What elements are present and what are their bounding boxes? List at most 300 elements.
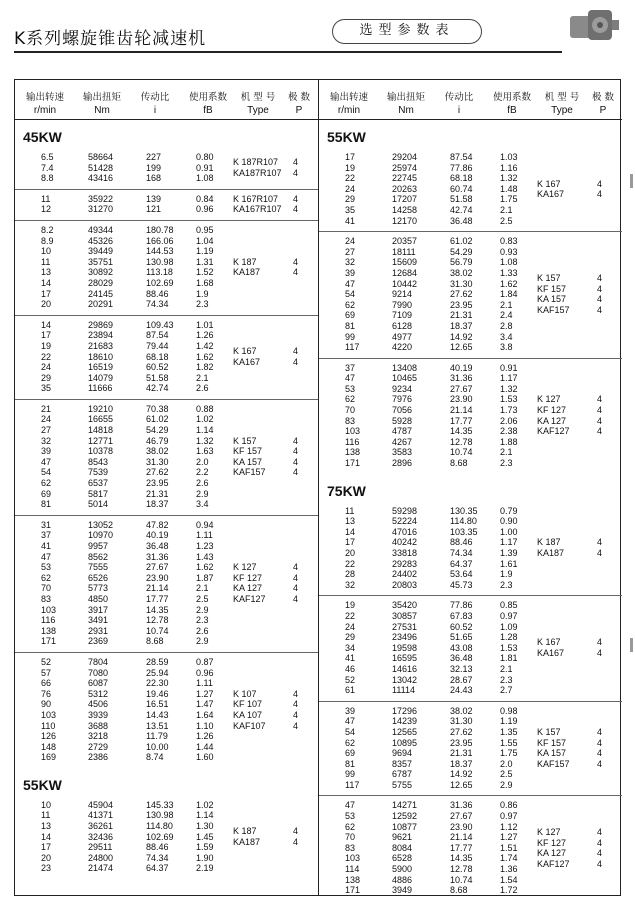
ratio-cell: 68.18 <box>450 173 473 184</box>
header-factor-unit: fB <box>507 105 517 116</box>
factor-cell: 1.08 <box>196 173 214 184</box>
ratio-cell: 14.43 <box>146 709 169 720</box>
torque-cell: 30892 <box>88 267 114 278</box>
pole-list <box>293 562 298 604</box>
header-speed-unit: r/min <box>337 105 361 116</box>
table-row <box>15 267 318 278</box>
model-list <box>233 826 260 847</box>
table-row <box>15 446 318 457</box>
torque-cell: 2896 <box>392 458 413 469</box>
torque-cell: 36261 <box>88 821 114 832</box>
factor-cell: 3.8 <box>500 342 513 353</box>
speed-cell: 29 <box>345 632 356 643</box>
factor-cell: 2.1 <box>500 447 513 458</box>
model-type: KA167 <box>233 356 261 367</box>
torque-cell: 7555 <box>88 562 109 573</box>
ratio-cell: 21.14 <box>450 405 473 416</box>
speed-cell: 41 <box>345 653 356 664</box>
pole-count: 4 <box>293 167 299 178</box>
model-type: KA 157 <box>233 456 263 467</box>
model-type: K 127 <box>233 562 257 573</box>
torque-cell: 45326 <box>88 235 114 246</box>
speed-cell: 138 <box>41 625 57 636</box>
torque-cell: 17207 <box>392 194 418 205</box>
table-row <box>319 342 622 353</box>
factor-cell: 1.47 <box>196 699 214 710</box>
model-type: KF 157 <box>537 283 567 294</box>
factor-cell: 2.0 <box>500 758 513 769</box>
ratio-cell: 10.74 <box>146 625 169 636</box>
model-list <box>233 346 260 367</box>
model-group <box>15 316 318 400</box>
table-row <box>319 675 622 686</box>
ratio-cell: 31.30 <box>450 716 473 727</box>
speed-cell: 39 <box>345 705 356 716</box>
speed-cell: 117 <box>345 779 360 790</box>
torque-cell: 12592 <box>392 811 418 822</box>
ratio-cell: 21.31 <box>146 488 169 499</box>
torque-cell: 52224 <box>392 516 418 527</box>
header-poles: 极 数 <box>287 92 311 103</box>
torque-cell: 4886 <box>392 874 413 885</box>
table-row <box>319 664 622 675</box>
speed-cell: 14 <box>41 319 52 330</box>
ratio-cell: 102.69 <box>146 831 174 842</box>
model-list <box>537 179 564 200</box>
torque-cell: 29869 <box>88 319 114 330</box>
torque-cell: 16595 <box>392 653 418 664</box>
torque-cell: 23894 <box>88 330 114 341</box>
speed-cell: 17 <box>41 330 52 341</box>
factor-cell: 1.08 <box>500 257 518 268</box>
pole-count: 4 <box>293 593 299 604</box>
factor-cell: 1.19 <box>500 716 518 727</box>
speed-cell: 11 <box>41 193 51 204</box>
header-factor: 使用系数 <box>492 92 532 103</box>
ratio-cell: 17.77 <box>450 842 473 853</box>
ratio-cell: 12.78 <box>146 615 169 626</box>
model-list <box>537 537 564 558</box>
table-row <box>319 516 622 527</box>
ratio-cell: 61.02 <box>146 414 169 425</box>
pole-count: 4 <box>597 294 603 305</box>
pole-list <box>597 637 602 658</box>
speed-cell: 29 <box>41 372 52 383</box>
speed-cell: 62 <box>41 478 52 489</box>
factor-cell: 1.31 <box>196 256 214 267</box>
speed-cell: 53 <box>345 383 356 394</box>
torque-cell: 8562 <box>88 551 109 562</box>
header-speed: 输出转速 <box>329 92 369 103</box>
table-row <box>15 236 318 247</box>
speed-cell: 126 <box>41 731 57 742</box>
torque-cell: 35922 <box>88 193 114 204</box>
model-type: KAF127 <box>233 593 266 604</box>
model-group <box>15 796 318 879</box>
ratio-cell: 60.52 <box>146 362 169 373</box>
pole-count: 4 <box>293 836 299 847</box>
torque-cell: 30857 <box>392 610 418 621</box>
factor-cell: 1.48 <box>500 183 518 194</box>
factor-cell: 1.14 <box>196 810 214 821</box>
ratio-cell: 8.74 <box>146 752 164 763</box>
ratio-cell: 27.67 <box>450 383 473 394</box>
torque-cell: 3688 <box>88 720 109 731</box>
pole-count: 4 <box>293 583 299 594</box>
pole-count: 4 <box>597 548 603 559</box>
speed-cell: 47 <box>345 716 356 727</box>
ratio-cell: 68.18 <box>146 351 169 362</box>
torque-cell: 2931 <box>88 625 109 636</box>
speed-cell: 99 <box>345 331 356 342</box>
ratio-cell: 64.37 <box>450 558 473 569</box>
factor-cell: 1.04 <box>196 235 214 246</box>
table-row <box>319 622 622 633</box>
factor-cell: 1.73 <box>500 405 518 416</box>
pole-list <box>597 394 602 436</box>
torque-cell: 20803 <box>392 579 418 590</box>
table-row <box>15 383 318 394</box>
table-row <box>319 173 622 184</box>
torque-cell: 3949 <box>392 885 413 896</box>
ratio-cell: 77.86 <box>450 600 473 611</box>
torque-cell: 12771 <box>88 435 114 446</box>
header-torque-unit: Nm <box>398 105 414 116</box>
ratio-cell: 113.18 <box>146 267 173 278</box>
table-row <box>319 321 622 332</box>
ratio-cell: 79.44 <box>146 340 169 351</box>
torque-cell: 9621 <box>392 832 413 843</box>
pole-count: 4 <box>597 415 603 426</box>
speed-cell: 24 <box>345 183 356 194</box>
table-row <box>319 685 622 696</box>
model-list <box>537 637 564 658</box>
ratio-cell: 28.59 <box>146 656 169 667</box>
factor-cell: 1.87 <box>196 572 214 583</box>
model-group <box>15 221 318 316</box>
model-group <box>319 796 622 900</box>
speed-cell: 83 <box>345 842 356 853</box>
ratio-cell: 139 <box>146 193 162 204</box>
model-type: K 127 <box>537 394 561 405</box>
factor-cell: 2.5 <box>196 593 209 604</box>
pole-count: 4 <box>293 256 299 267</box>
speed-cell: 103 <box>41 604 57 615</box>
ratio-cell: 23.95 <box>146 478 169 489</box>
torque-cell: 4267 <box>392 436 413 447</box>
header-poles-unit: P <box>599 105 607 116</box>
table-row <box>319 800 622 811</box>
factor-cell: 1.23 <box>196 541 214 551</box>
speed-cell: 70 <box>41 583 52 594</box>
pole-count: 4 <box>293 356 299 367</box>
table-row <box>15 832 318 843</box>
ratio-cell: 67.83 <box>450 610 473 621</box>
factor-cell: 1.84 <box>500 289 518 300</box>
ratio-cell: 227 <box>146 152 162 162</box>
ratio-cell: 51.65 <box>450 632 473 643</box>
table-row <box>319 643 622 654</box>
ratio-cell: 14.92 <box>450 331 473 342</box>
factor-cell: 2.19 <box>196 863 214 874</box>
ratio-cell: 27.62 <box>450 289 473 300</box>
speed-cell: 22 <box>345 558 356 569</box>
ratio-cell: 87.54 <box>146 330 169 341</box>
header-poles-unit: P <box>295 105 303 116</box>
ratio-cell: 8.68 <box>146 636 164 647</box>
model-group <box>15 653 318 768</box>
ratio-cell: 14.35 <box>450 853 473 864</box>
ratio-cell: 32.13 <box>450 663 473 674</box>
speed-cell: 138 <box>345 874 361 885</box>
torque-cell: 15609 <box>392 257 418 268</box>
ratio-cell: 22.30 <box>146 678 169 689</box>
table-row <box>319 748 622 759</box>
pole-list <box>293 436 298 478</box>
table-row <box>15 800 318 811</box>
pole-list <box>597 727 602 769</box>
table-row <box>319 822 622 833</box>
table-row <box>319 727 622 738</box>
factor-cell: 2.3 <box>500 458 513 469</box>
model-type: KAF157 <box>233 467 266 478</box>
speed-cell: 47 <box>345 373 356 384</box>
torque-cell: 7109 <box>392 310 413 321</box>
table-row <box>15 278 318 289</box>
torque-cell: 7804 <box>88 656 109 667</box>
torque-cell: 39449 <box>88 246 114 257</box>
model-type: KF 127 <box>537 837 567 848</box>
ratio-cell: 36.48 <box>450 653 473 664</box>
factor-cell: 0.96 <box>196 204 214 215</box>
ratio-cell: 21.31 <box>450 748 473 759</box>
speed-cell: 13 <box>41 267 52 278</box>
factor-cell: 1.53 <box>500 642 518 653</box>
ratio-cell: 36.48 <box>146 541 169 551</box>
model-type: K 157 <box>537 273 561 284</box>
table-row <box>319 653 622 664</box>
torque-cell: 13042 <box>392 674 418 685</box>
ratio-cell: 18.37 <box>146 499 169 510</box>
pole-list <box>597 273 602 315</box>
torque-cell: 40242 <box>392 537 418 548</box>
table-row <box>15 225 318 236</box>
model-type: KAF157 <box>537 305 570 316</box>
speed-cell: 28 <box>345 569 356 580</box>
model-group <box>319 702 622 797</box>
factor-cell: 2.9 <box>500 779 513 790</box>
speed-cell: 6.5 <box>41 152 54 162</box>
torque-cell: 16655 <box>88 414 114 425</box>
torque-cell: 9234 <box>392 383 413 394</box>
power-section-title: 55KW <box>23 776 62 793</box>
torque-cell: 20291 <box>88 299 114 310</box>
table-row <box>15 457 318 468</box>
speed-cell: 14 <box>41 277 52 288</box>
table-row <box>15 583 318 594</box>
table-row <box>15 299 318 310</box>
speed-cell: 27 <box>345 246 356 257</box>
speed-cell: 20 <box>345 548 356 558</box>
factor-cell: 1.54 <box>500 874 518 885</box>
torque-cell: 32436 <box>88 831 114 842</box>
torque-cell: 43416 <box>88 173 114 184</box>
table-row <box>15 552 318 563</box>
ratio-cell: 12.65 <box>450 779 473 790</box>
speed-cell: 69 <box>345 748 356 759</box>
factor-cell: 1.9 <box>196 288 209 299</box>
torque-cell: 11666 <box>88 383 113 394</box>
factor-cell: 1.30 <box>196 821 214 832</box>
torque-cell: 9694 <box>392 748 413 759</box>
factor-cell: 1.17 <box>500 373 518 384</box>
speed-cell: 61 <box>345 685 356 696</box>
speed-cell: 62 <box>345 821 356 832</box>
ratio-cell: 114.80 <box>450 516 477 527</box>
pole-count: 4 <box>293 688 299 699</box>
factor-cell: 1.36 <box>500 864 518 875</box>
factor-cell: 0.83 <box>500 236 518 247</box>
factor-cell: 1.09 <box>500 621 518 632</box>
model-type: KA187R107 <box>233 167 282 178</box>
factor-cell: 1.59 <box>196 842 214 853</box>
pole-count: 4 <box>597 826 603 837</box>
speed-cell: 17 <box>345 152 356 162</box>
table-row <box>15 626 318 637</box>
model-list <box>537 394 570 436</box>
speed-cell: 83 <box>41 593 52 604</box>
speed-cell: 13 <box>345 516 356 527</box>
ratio-cell: 74.34 <box>450 548 473 558</box>
model-group <box>15 400 318 516</box>
header-speed-unit: r/min <box>33 105 57 116</box>
torque-cell: 21474 <box>88 863 114 874</box>
torque-cell: 24145 <box>88 288 114 299</box>
ratio-cell: 40.19 <box>146 530 169 541</box>
pole-count: 4 <box>597 858 603 869</box>
table-row <box>319 875 622 886</box>
model-type: K 157 <box>233 435 257 446</box>
ratio-cell: 14.35 <box>146 604 169 615</box>
table-row <box>15 414 318 425</box>
speed-cell: 116 <box>41 615 56 626</box>
factor-cell: 1.16 <box>500 162 518 173</box>
speed-cell: 53 <box>345 811 356 822</box>
pole-count: 4 <box>597 178 603 189</box>
table-row <box>319 506 622 517</box>
pole-count: 4 <box>597 737 603 748</box>
table-row <box>15 742 318 753</box>
right-column <box>319 80 622 901</box>
table-row <box>15 721 318 732</box>
factor-cell: 2.4 <box>500 310 513 321</box>
factor-cell: 1.12 <box>500 821 518 832</box>
torque-cell: 3491 <box>88 615 109 626</box>
ratio-cell: 114.80 <box>146 821 173 832</box>
torque-cell: 9214 <box>392 289 413 300</box>
speed-cell: 35 <box>345 204 356 215</box>
ratio-cell: 38.02 <box>146 446 169 457</box>
torque-cell: 12684 <box>392 267 418 278</box>
speed-cell: 57 <box>41 667 52 678</box>
speed-cell: 14 <box>41 831 52 842</box>
ratio-cell: 166.06 <box>146 235 174 246</box>
header-ratio: 传动比 <box>444 92 474 103</box>
pole-count: 4 <box>293 562 299 573</box>
model-group <box>319 502 622 597</box>
model-group <box>319 359 622 474</box>
torque-cell: 13052 <box>88 519 114 530</box>
torque-cell: 6787 <box>392 769 413 780</box>
model-type: K 187 <box>233 826 257 837</box>
factor-cell: 1.27 <box>500 832 518 843</box>
factor-cell: 1.61 <box>500 558 518 569</box>
ratio-cell: 168 <box>146 173 162 184</box>
table-row <box>319 279 622 290</box>
factor-cell: 2.8 <box>500 320 513 331</box>
table-row <box>319 268 622 279</box>
pole-count: 4 <box>293 572 299 583</box>
factor-cell: 1.64 <box>196 709 214 720</box>
pole-count: 4 <box>293 826 299 837</box>
torque-cell: 14271 <box>392 800 418 811</box>
speed-cell: 21 <box>41 403 52 414</box>
table-row <box>15 657 318 668</box>
torque-cell: 9957 <box>88 541 109 551</box>
torque-cell: 41371 <box>88 810 114 821</box>
ratio-cell: 51.58 <box>450 194 473 205</box>
ratio-cell: 102.69 <box>146 277 174 288</box>
ratio-cell: 12.78 <box>450 864 473 875</box>
ratio-cell: 54.29 <box>450 246 473 257</box>
speed-cell: 20 <box>41 299 52 310</box>
torque-cell: 4787 <box>392 426 413 437</box>
torque-cell: 27531 <box>392 621 418 632</box>
table-row <box>15 289 318 300</box>
header-model: 机 型 号 <box>544 92 580 103</box>
factor-cell: 0.87 <box>196 656 214 667</box>
factor-cell: 1.19 <box>196 246 214 257</box>
model-type: KA 127 <box>233 583 263 594</box>
table-row <box>319 458 622 469</box>
ratio-cell: 31.30 <box>146 456 169 467</box>
factor-cell: 0.95 <box>196 224 214 235</box>
speed-cell: 54 <box>345 289 356 300</box>
torque-cell: 14258 <box>392 204 418 215</box>
table-row <box>319 405 622 416</box>
table-row <box>15 530 318 541</box>
ratio-cell: 31.36 <box>450 373 473 384</box>
factor-cell: 1.03 <box>500 152 518 162</box>
factor-cell: 2.1 <box>196 583 209 594</box>
ratio-cell: 16.51 <box>146 699 169 710</box>
torque-cell: 19210 <box>88 403 114 414</box>
model-list <box>233 157 282 178</box>
table-row <box>319 632 622 643</box>
ratio-cell: 54.29 <box>146 425 169 436</box>
speed-cell: 29 <box>345 194 356 205</box>
torque-cell: 5014 <box>88 499 109 510</box>
model-group <box>319 596 622 701</box>
torque-cell: 5312 <box>88 688 109 699</box>
factor-cell: 1.72 <box>500 885 518 896</box>
speed-cell: 32 <box>345 579 356 590</box>
pole-count: 4 <box>597 637 603 648</box>
factor-cell: 2.6 <box>196 625 209 636</box>
pole-count: 4 <box>293 720 299 731</box>
model-list <box>233 257 260 278</box>
header-torque: 输出扭矩 <box>386 92 426 103</box>
